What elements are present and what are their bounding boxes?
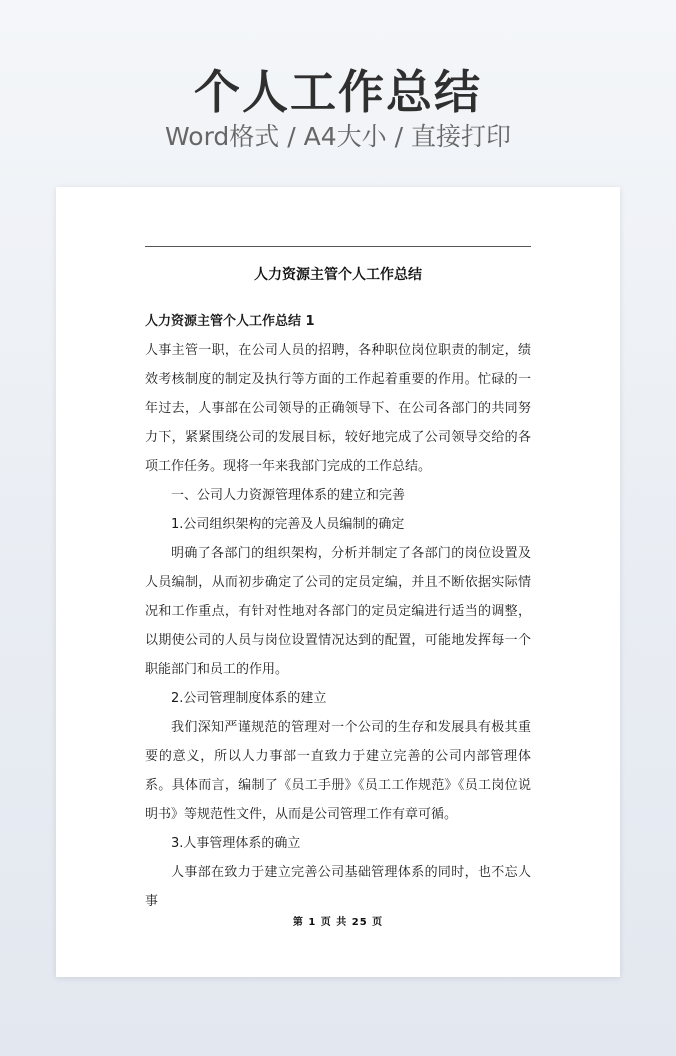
section-title: 人力资源主管个人工作总结 1: [145, 314, 315, 329]
page-number-footer: 第 1 页 共 25 页: [292, 917, 384, 928]
banner-title: 个人工作总结: [194, 65, 482, 119]
header-rule: [145, 246, 531, 247]
banner-subtitle: Word格式 / A4大小 / 直接打印: [165, 122, 511, 151]
body-paragraph-org-structure: 明确了各部门的组织架构，分析并制定了各部门的岗位设置及人员编制，从而初步确定了公司的定员定编，并且不断依据实际情况和工作重点，有针对性地对各部门的定员定编进行适当的调整，以期使公司的人员与岗位设置情况达到的配置，可能地发挥每一个职能部门和员工的作用。: [145, 546, 531, 677]
document-page: [56, 187, 620, 977]
document-title: 人力资源主管个人工作总结: [254, 267, 422, 283]
heading-level-2-management-system: 2.公司管理制度体系的建立: [171, 691, 327, 706]
heading-level-2-personnel-system: 3.人事管理体系的确立: [171, 836, 301, 851]
heading-level-2-org-structure: 1.公司组织架构的完善及人员编制的确定: [171, 517, 405, 532]
body-paragraph-management-system: 我们深知严谨规范的管理对一个公司的生存和发展具有极其重要的意义，所以人力事部一直致力于建立完善的公司内部管理体系。具体而言，编制了《员工手册》《员工工作规范》《员工岗位说明书》等规范性文件，从而是公司管理工作有章可循。: [145, 720, 531, 822]
body-paragraph-personnel-system: 人事部在致力于建立完善公司基础管理体系的同时，也不忘人事: [145, 865, 531, 909]
document-body: [145, 307, 531, 916]
heading-level-1: 一、公司人力资源管理体系的建立和完善: [171, 488, 406, 503]
body-paragraph-intro: 人事主管一职，在公司人员的招聘，各种职位岗位职责的制定，绩效考核制度的制定及执行等方面的工作起着重要的作用。忙碌的一年过去，人事部在公司领导的正确领导下、在公司各部门的共同努力下，紧紧围绕公司的发展目标，较好地完成了公司领导交给的各项工作任务。现将一年来我部门完成的工作总结。: [145, 343, 531, 474]
